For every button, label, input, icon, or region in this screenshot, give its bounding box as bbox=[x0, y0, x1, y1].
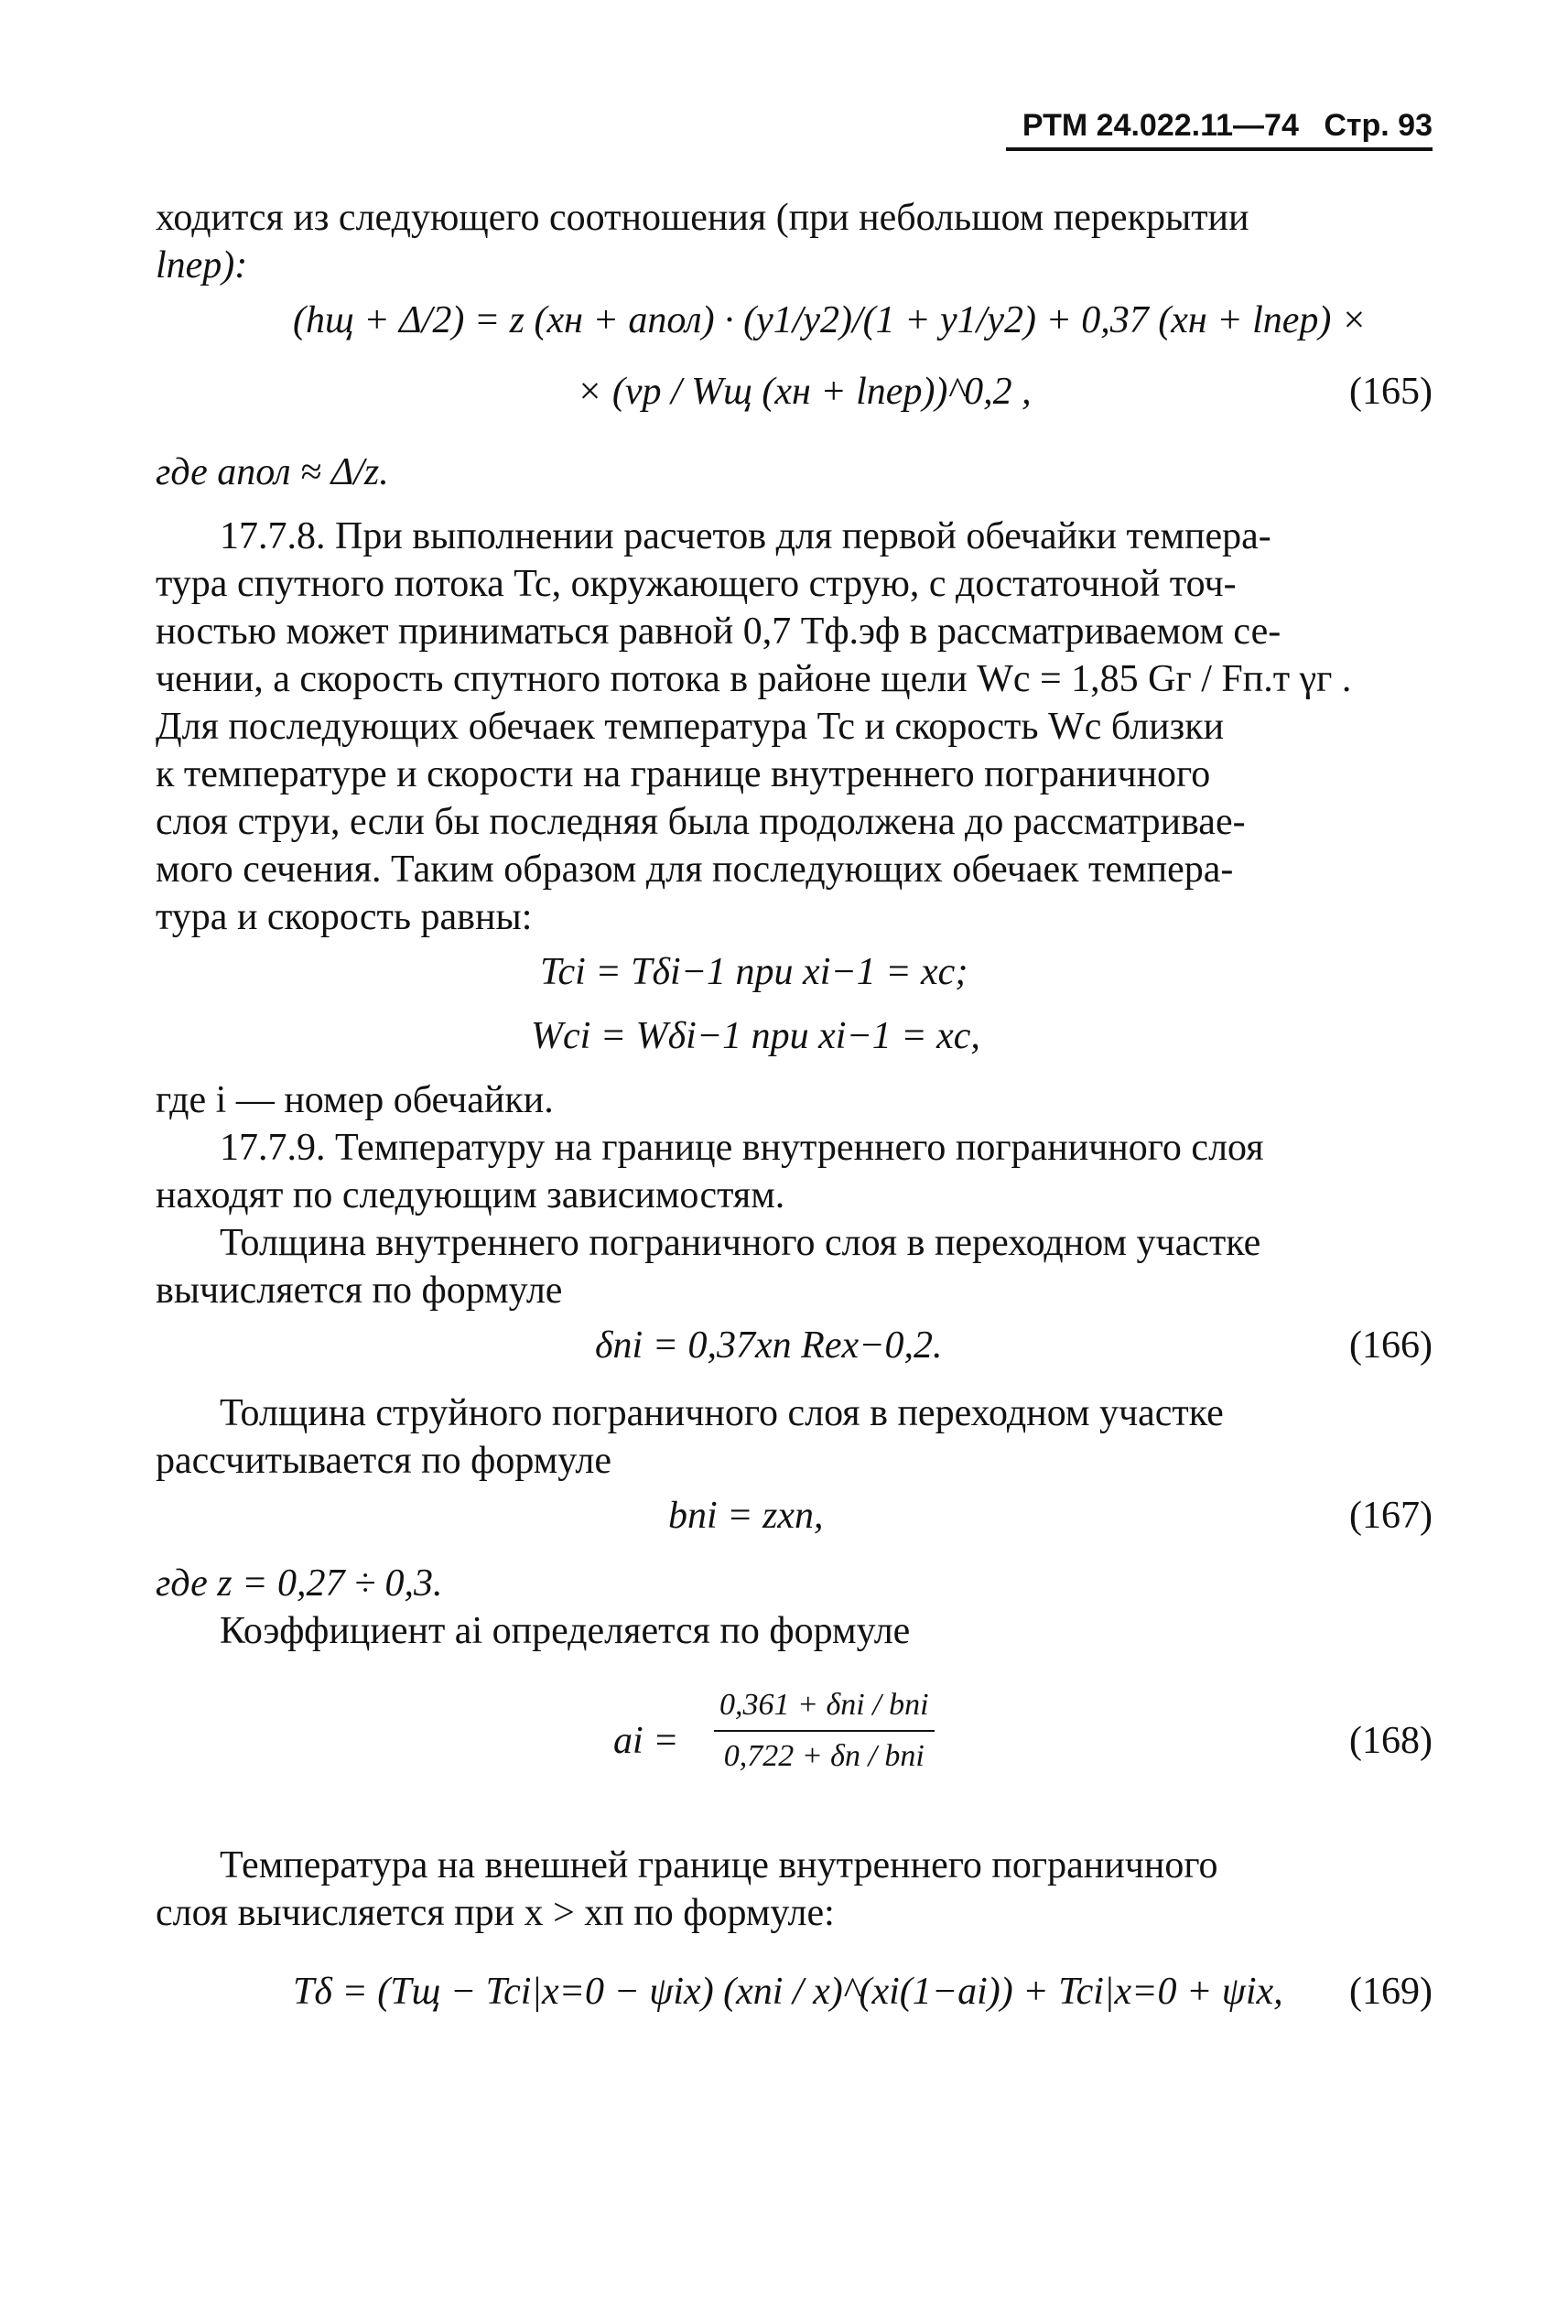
eq168-numerator: 0,361 + δпi / bпi bbox=[714, 1681, 935, 1732]
equation-167: bпi = zxп, (167) bbox=[156, 1492, 1433, 1552]
equation-number-167: (167) bbox=[1349, 1495, 1433, 1537]
lper-label: lпер): bbox=[156, 244, 248, 286]
page-body bbox=[156, 194, 1433, 2045]
equation-165-line2: × (νp / Wщ (xн + lпер))^0,2 , (165) bbox=[156, 368, 1433, 441]
where-z: где z = 0,27 ÷ 0,3. bbox=[156, 1562, 443, 1605]
paragraph-temperature: Температура на внешней границе внутреннего пограничного слоя вычисляется при x > xп по формуле: bbox=[156, 1844, 1218, 1934]
paragraph-thickness-inner: Толщина внутреннего пограничного слоя в переходном участке вычисляется по формуле bbox=[156, 1222, 1261, 1312]
page-number: Стр. 93 bbox=[1324, 108, 1433, 143]
page-header bbox=[1006, 108, 1433, 151]
equation-number-165: (165) bbox=[1349, 371, 1433, 413]
paragraph-17-7-8: 17.7.8. При выполнении расчетов для первой обечайки темпера- тура спутного потока Tc, окружающего струю, с достаточной точ- ностью может приниматься равной 0,7 Tф.эф в рассматриваемом се- чении, а скорость спутного потока в районе щели Wc = 1,85 Gг / Fп.т γг . Для последующих обечаек температура Tc и скорость Wc близки к температуре и скорости на границе внутреннего пограничного слоя струи, если бы последняя была продолжена до рассматривае- мого сечения. Таким образом для последующих обечаек темпера- тура и скорость равны: bbox=[156, 515, 1352, 938]
equation-number-169: (169) bbox=[1349, 1971, 1433, 2013]
equation-166: δпi = 0,37xп Rex−0,2. (166) bbox=[156, 1322, 1433, 1382]
paragraph-17-7-9: 17.7.9. Температуру на границе внутреннего пограничного слоя находят по следующим зависимостям. bbox=[156, 1127, 1264, 1216]
equation-wc: Wci = Wδi−1 при xi−1 = xc, bbox=[531, 1015, 980, 1057]
paragraph-thickness-jet: Толщина струйного пограничного слоя в переходном участке рассчитывается по формуле bbox=[156, 1392, 1224, 1482]
equation-number-168: (168) bbox=[1349, 1720, 1433, 1762]
paragraph-coefficient: Коэффициент ai определяется по формуле bbox=[220, 1610, 911, 1652]
equation-165-line1: (hщ + Δ/2) = z (xн + aпол) · (y1/y2)/(1 + y1/y2) + 0,37 (xн + lпер) × bbox=[293, 299, 1368, 341]
doc-code: РТМ 24.022.11—74 bbox=[1022, 108, 1299, 143]
equation-number-166: (166) bbox=[1349, 1324, 1433, 1367]
paragraph-intro: ходится из следующего соотношения (при небольшом перекрытии lпер): bbox=[156, 197, 1249, 286]
equation-169: Tδ = (Tщ − Tci|x=0 − ψix) (xпi / x)^(xi(1−ai)) + Tci|x=0 + ψix, (169) bbox=[156, 1955, 1433, 2038]
equation-168: ai = $\frac{\text{0,361 + δпi / bпi}}{\text{0,722 + δп / bпi}}$ (168) bbox=[156, 1662, 1433, 1818]
where-i: где i — номер обечайки. bbox=[156, 1079, 554, 1121]
equation-tc: Tci = Tδi−1 при xi−1 = xc; bbox=[540, 951, 968, 993]
where-apol: где aпол ≈ Δ/z. bbox=[156, 451, 389, 493]
eq168-denominator: 0,722 + δп / bпi bbox=[723, 1739, 925, 1773]
